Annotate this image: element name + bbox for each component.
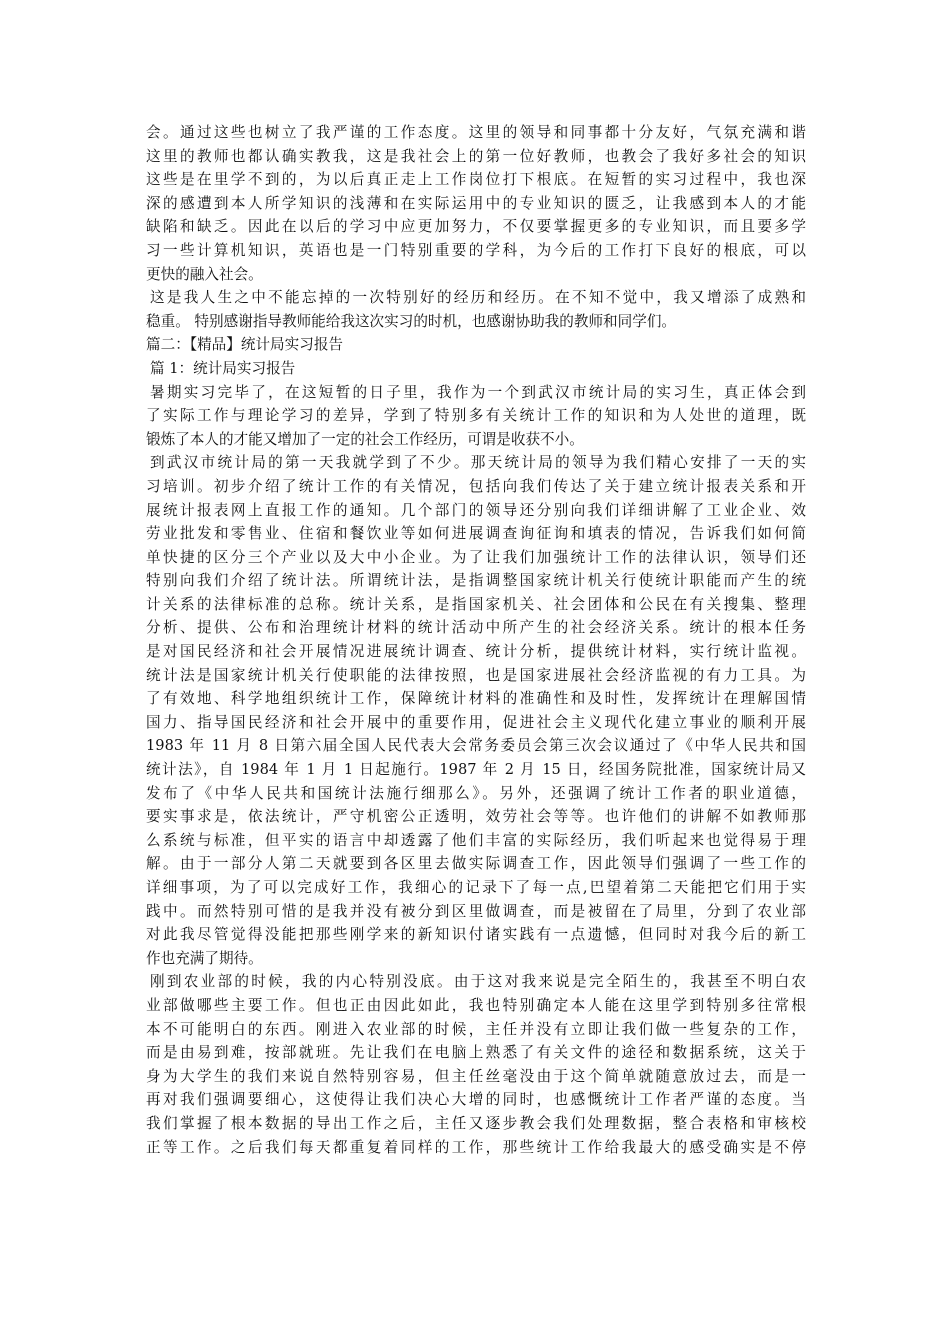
text-line: 对此我尽管觉得没能把那些刚学来的新知识付诸实践有一点遗憾，但同时对我今后的新工 [146,926,806,944]
text-line: 身为大学生的我们来说自然特别容易，但主任丝毫没由于这个简单就随意放过去，而是一 [146,1067,806,1085]
text-line: 了有效地、科学地组织统计工作，保障统计材料的准确性和及时性，发挥统计在理解国情 [146,690,806,708]
text-line: 再对我们强调要细心，这使得让我们决心大增的同时，也感慨统计工作者严谨的态度。当 [146,1091,806,1109]
text-line: 统计法是国家统计机关行使职能的法律按照，也是国家进展社会经济监视的有力工具。为 [146,666,806,684]
text-line: 而是由易到难，按部就班。先让我们在电脑上熟悉了有关文件的途径和数据系统，这关于 [146,1044,806,1062]
text-line: 1983 年 11 月 8 日第六届全国人民代表大会常务委员会第三次会议通过了《中华人民共和国 [146,737,806,755]
text-line: 分析、提供、公布和治理统计材料的统计活动中所产生的社会经济关系。统计的根本任务 [146,619,806,637]
text-line: 么系统与标准，但平实的语言中却透露了他们丰富的实际经历，我们听起来也觉得易于理 [146,831,806,849]
text-line: 发布了《中华人民共和国统计法施行细那么》。另外，还强调了统计工作者的职业道德， [146,784,806,802]
text-line: 统计法》，自 1984 年 1 月 1 日起施行。1987 年 2 月 15 日，经国务院批准，国家统计局又 [146,761,806,779]
text-line: 要实事求是，依法统计，严守机密公正透明，效劳社会等等。也许他们的讲解不如教师那 [146,808,806,826]
text-line: 篇 1：统计局实习报告 [150,359,296,377]
text-line: 计关系的法律标准的总称。统计关系，是指国家机关、社会团体和公民在有关搜集、整理 [146,595,806,613]
text-line: 习一些计算机知识，英语也是一门特别重要的学科，为今后的工作打下良好的根底，可以 [146,241,806,259]
text-line: 这些是在里学不到的，为以后真正走上工作岗位打下根底。在短暂的实习过程中，我也深 [146,171,806,189]
text-line: 单快捷的区分三个产业以及大中小企业。为了让我们加强统计工作的法律认识，领导们还 [146,548,806,566]
text-line: 国力、指导国民经济和社会开展中的重要作用，促进社会主义现代化建立事业的顺利开展 [146,713,806,731]
text-line: 缺陷和缺乏。因此在以后的学习中应更加努力，不仅要掌握更多的专业知识，而且要多学 [146,218,806,236]
text-line: 更快的融入社会。 [146,265,263,283]
text-line: 正等工作。之后我们每天都重复着同样的工作，那些统计工作给我最大的感受确实是不停 [146,1138,806,1156]
text-line: 这里的教师也都认确实教我，这是我社会上的第一位好教师，也教会了我好多社会的知识 [146,147,806,165]
text-line: 业部做哪些主要工作。但也正由因此如此，我也特别确定本人能在这里学到特别多往常根 [146,996,806,1014]
text-line: 刚到农业部的时候，我的内心特别没底。由于这对我来说是完全陌生的，我甚至不明白农 [150,973,806,991]
text-line: 锻炼了本人的才能又增加了一定的社会工作经历，可谓是收获不小。 [146,430,584,448]
text-line: 作也充满了期待。 [146,949,263,967]
text-line: 劳业批发和零售业、住宿和餐饮业等如何进展调查询征询和填表的情况，告诉我们如何简 [146,525,806,543]
text-line: 详细事项，为了可以完成好工作，我细心的记录下了每一点,巴望着第二天能把它们用于实 [146,879,806,896]
text-line: 稳重。 特别感谢指导教师能给我这次实习的时机，也感谢协助我的教师和同学们。 [146,312,677,330]
text-line: 到武汉市统计局的第一天我就学到了不少。那天统计局的领导为我们精心安排了一天的实 [150,454,806,472]
text-line: 践中。而然特别可惜的是我并没有被分到区里做调查，而是被留在了局里，分到了农业部 [146,902,806,920]
text-line: 是对国民经济和社会开展情况进展统计调查、统计分析，提供统计材料，实行统计监视。 [146,643,806,661]
text-line: 了实际工作与理论学习的差异，学到了特别多有关统计工作的知识和为人处世的道理，既 [146,407,806,425]
text-line: 展统计报表网上直报工作的通知。几个部门的领导还分别向我们详细讲解了工业企业、效 [146,501,806,519]
text-line: 篇二：【精品】统计局实习报告 [146,336,344,354]
text-line: 解。由于一部分人第二天就要到各区里去做实际调查工作，因此领导们强调了一些工作的 [146,855,806,873]
text-line: 会。通过这些也树立了我严谨的工作态度。这里的领导和同事都十分友好，气氛充满和谐 [146,124,806,141]
text-line: 特别向我们介绍了统计法。所谓统计法，是指调整国家统计机关行使统计职能而产生的统 [146,572,806,590]
text-line: 习培训。初步介绍了统计工作的有关情况，包括向我们传达了关于建立统计报表关系和开 [146,477,806,495]
text-line: 这是我人生之中不能忘掉的一次特别好的经历和经历。在不知不觉中，我又增添了成熟和 [150,289,806,307]
document-page [146,121,806,1159]
text-line: 深的感遭到本人所学知识的浅薄和在实际运用中的专业知识的匮乏，让我感到本人的才能 [146,194,806,212]
text-line: 本不可能明白的东西。刚进入农业部的时候，主任并没有立即让我们做一些复杂的工作， [146,1020,806,1038]
text-line: 我们掌握了根本数据的导出工作之后，主任又逐步教会我们处理数据，整合表格和审核校 [146,1114,806,1132]
text-line: 暑期实习完毕了，在这短暂的日子里，我作为一个到武汉市统计局的实习生，真正体会到 [150,383,806,401]
